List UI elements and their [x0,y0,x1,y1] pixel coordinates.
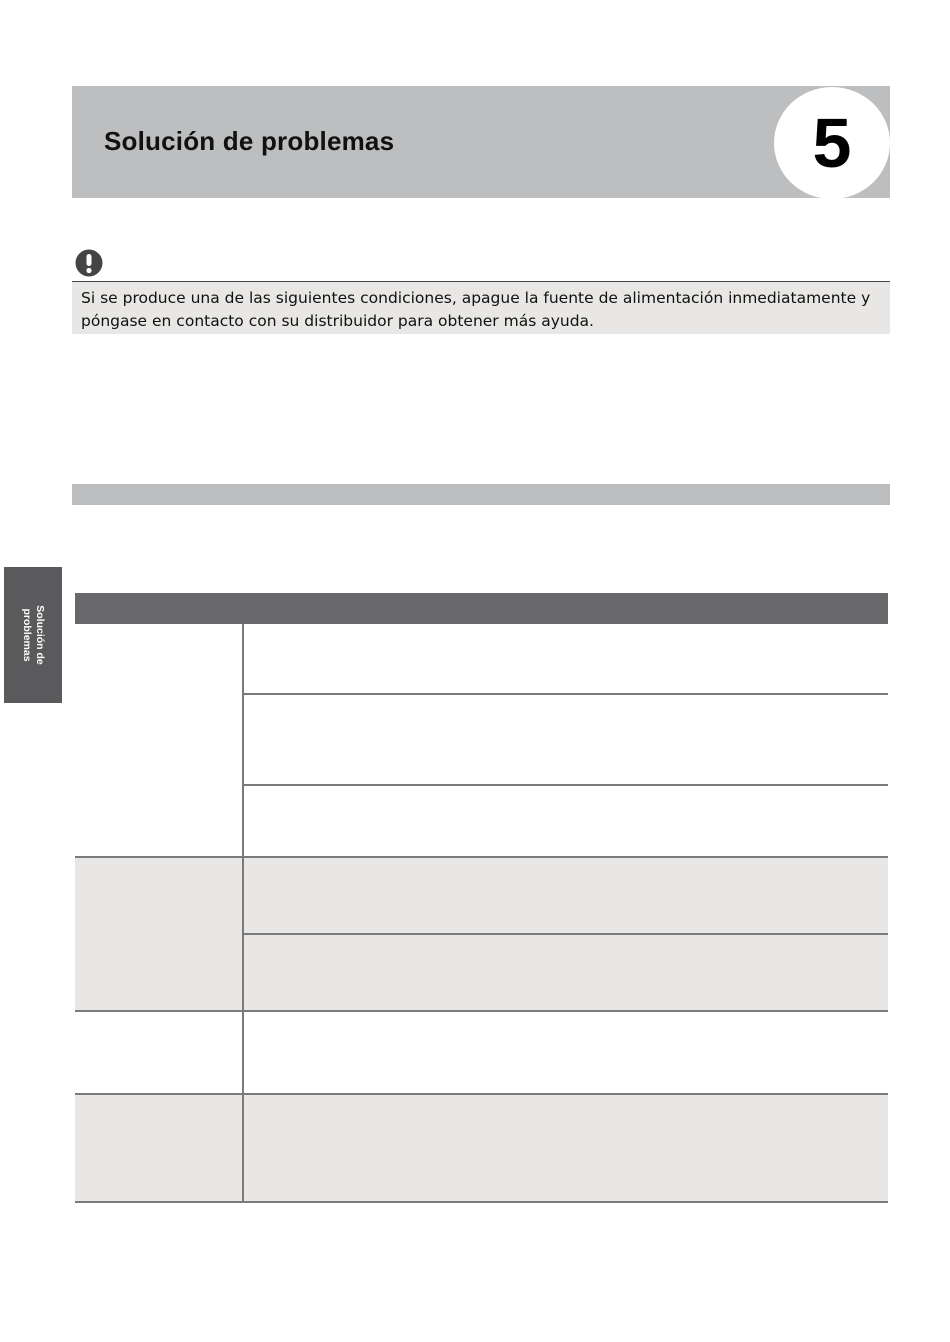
table-column-divider [242,624,244,1202]
caution-notice-text: Si se produce una de las siguientes condiciones, apague la fuente de alimentación inmediatamente y póngase en contacto con su distribuidor para obtener más ayuda. [81,289,871,330]
table-bottom-rule [75,1201,888,1203]
section-header-band [72,484,890,505]
table-row-divider [75,1010,888,1012]
table-row [75,1094,888,1202]
exclamation-circle-icon [75,249,103,277]
table-cell-divider [243,693,888,695]
page-title: Solución de problemas [104,126,395,156]
table-row-divider [75,1093,888,1095]
table-cell-divider [243,784,888,786]
table-row-divider [75,856,888,858]
table-header-row [75,593,888,624]
chapter-number-badge: 5 [774,87,890,199]
table-cell-divider [243,933,888,935]
side-tab-label: Solución de problemas [21,605,46,665]
